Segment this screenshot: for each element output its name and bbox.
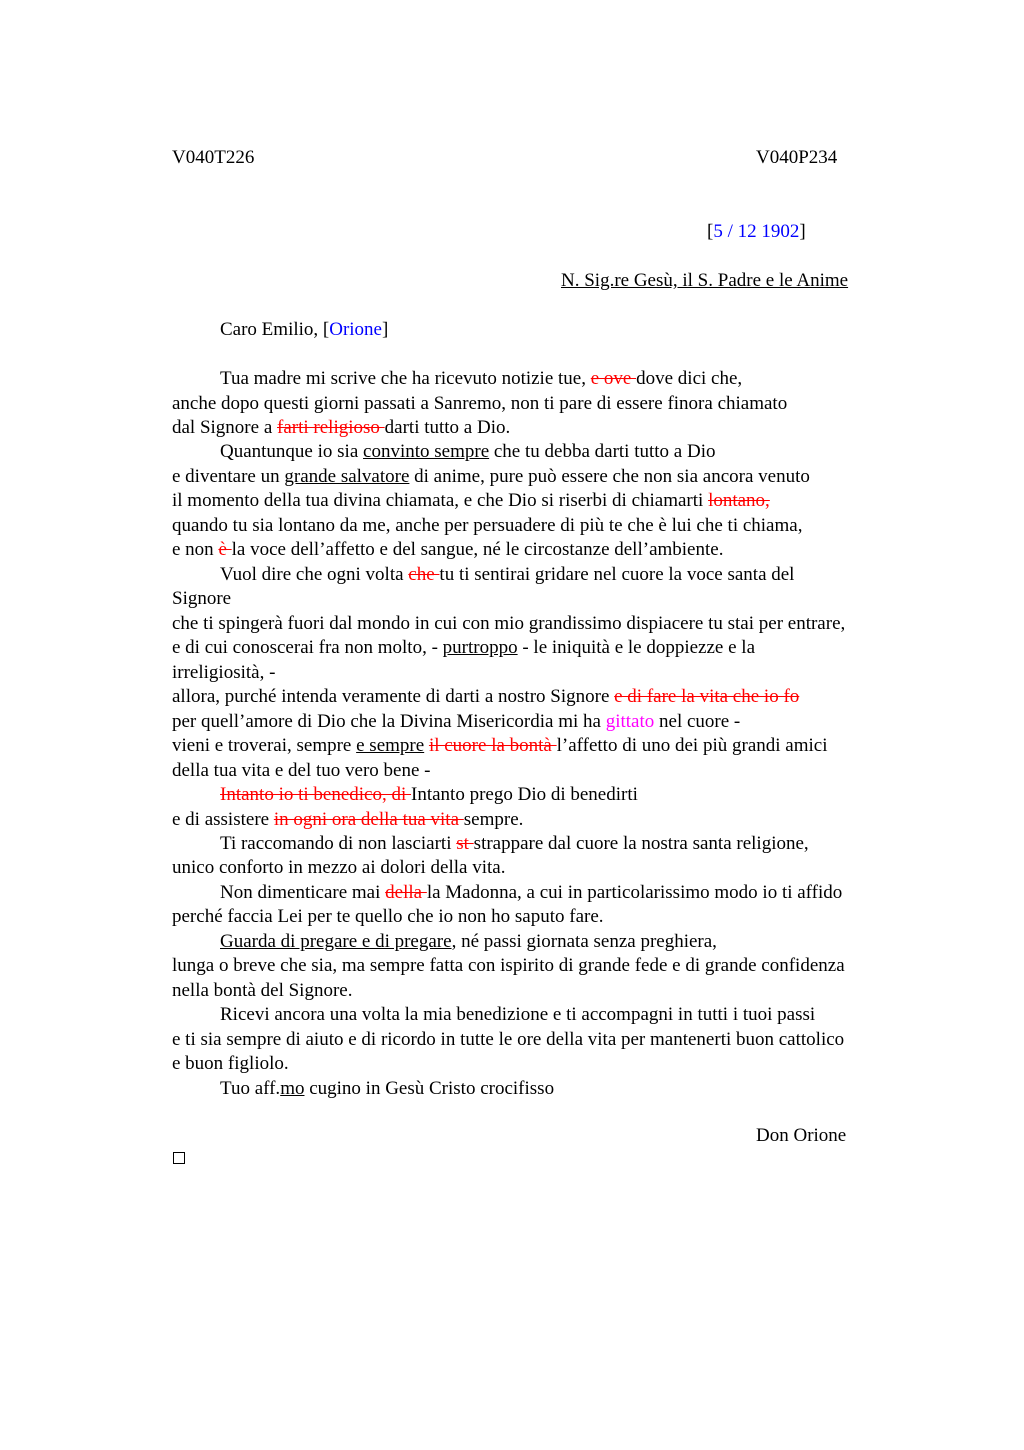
- underlined-text: grande salvatore: [284, 465, 410, 487]
- date-value: 5 / 12 1902: [713, 221, 800, 242]
- text-segment: Signore: [172, 588, 232, 610]
- body-line: [172, 710, 740, 734]
- body-line: [172, 636, 755, 660]
- deleted-text: farti religioso: [277, 416, 385, 438]
- right-code: V040P234: [756, 147, 838, 168]
- body-line: [220, 367, 742, 391]
- body-line: [172, 1052, 289, 1076]
- text-segment: la Madonna, a cui in particolarissimo modo io ti affido: [426, 881, 843, 903]
- body-line: [220, 783, 638, 807]
- text-segment: sempre.: [463, 808, 524, 830]
- left-code: V040T226: [172, 147, 255, 168]
- text-segment: vieni e troverai, sempre: [172, 735, 357, 756]
- body-line: [172, 856, 505, 880]
- text-segment: irreligiosità, -: [172, 661, 276, 683]
- underlined-text: convinto sempre: [363, 441, 490, 463]
- text-segment: e diventare un: [172, 465, 285, 487]
- deleted-text: che: [408, 563, 440, 585]
- text-segment: cugino in Gesù Cristo crocifisso: [304, 1077, 555, 1099]
- body-line: [172, 808, 523, 832]
- salutation-text: Caro Emilio, [: [220, 319, 330, 340]
- text-segment: tu ti sentirai gridare nel cuore la voce santa del: [439, 563, 795, 585]
- text-segment: allora, purché intenda veramente di darti a nostro Signore: [172, 686, 615, 708]
- letter-date: [707, 220, 806, 244]
- body-line: [220, 563, 794, 587]
- text-segment: nel cuore -: [654, 710, 741, 732]
- body-line: [172, 416, 510, 440]
- underlined-text: purtroppo: [442, 637, 518, 659]
- text-segment: darti tutto a Dio.: [384, 416, 511, 438]
- text-segment: per quell’amore di Dio che la Divina Misericordia mi ha: [172, 710, 606, 732]
- dedication: N. Sig.re Gesù, il S. Padre e le Anime: [561, 270, 849, 291]
- body-line: [220, 1003, 815, 1027]
- deleted-text: st: [456, 832, 474, 854]
- body-line: [172, 465, 810, 489]
- body-line: [172, 489, 770, 513]
- deleted-text: Intanto io ti benedico, di: [220, 784, 412, 805]
- text-segment: Quantunque io sia: [220, 441, 364, 463]
- deleted-text: della: [385, 881, 427, 903]
- deleted-text: il cuore la bontà: [428, 735, 557, 756]
- text-segment: Vuol dire che ogni volta: [220, 563, 409, 585]
- text-segment: dove dici che,: [636, 368, 743, 389]
- text-segment: lunga o breve che sia, ma sempre fatta con ispirito di grande fede e di grande confidenza: [172, 955, 845, 977]
- body-line: [172, 538, 723, 562]
- underlined-text: e sempre: [356, 735, 425, 756]
- text-segment: che ti spingerà fuori dal mondo in cui con mio grandissimo dispiacere tu stai per entrare,: [172, 612, 846, 634]
- text-segment: Intanto prego Dio di benedirti: [411, 784, 638, 805]
- text-segment: strappare dal cuore la nostra santa religione,: [473, 832, 809, 854]
- body-line: [172, 905, 604, 929]
- underlined-text: Guarda di pregare e di pregare: [220, 930, 452, 952]
- body-line: [220, 930, 717, 954]
- text-segment: unico conforto in mezzo ai dolori della vita.: [172, 857, 506, 879]
- text-segment: e buon figliolo.: [172, 1053, 289, 1075]
- text-segment: della tua vita e del tuo vero bene -: [172, 759, 431, 781]
- body-line: [172, 1028, 844, 1052]
- text-segment: dal Signore a: [172, 416, 278, 438]
- end-mark: [173, 1152, 185, 1164]
- text-segment: l’affetto di uno dei più grandi amici: [556, 735, 828, 756]
- body-line: [172, 392, 787, 416]
- body-line: [220, 440, 715, 464]
- text-segment: di anime, pure può essere che non sia ancora venuto: [409, 465, 810, 487]
- text-segment: Non dimenticare mai: [220, 881, 386, 903]
- text-segment: - le iniquità e le doppiezze e la: [517, 637, 755, 659]
- text-segment: nella bontà del Signore.: [172, 979, 353, 1001]
- text-segment: Ti raccomando di non lasciarti: [220, 832, 457, 854]
- deleted-text: lontano,: [708, 490, 770, 512]
- text-segment: , né passi giornata senza preghiera,: [451, 930, 717, 952]
- deleted-text: e ove: [590, 368, 637, 389]
- body-line: [220, 881, 842, 905]
- body-line: [172, 759, 431, 783]
- deleted-text: e di fare la vita che io fo: [614, 686, 800, 708]
- text-segment: la voce dell’affetto e del sangue, né le circostanze dell’ambiente.: [231, 539, 724, 561]
- body-line: [220, 1077, 554, 1101]
- text-segment: Ricevi ancora una volta la mia benedizione e ti accompagni in tutti i tuoi passi: [220, 1004, 816, 1026]
- text-segment: Tuo aff.: [220, 1077, 281, 1099]
- text-segment: e ti sia sempre di aiuto e di ricordo in tutte le ore della vita per mantenerti buon cattolico: [172, 1028, 845, 1050]
- body-line: [172, 661, 275, 685]
- text-segment: che tu debba darti tutto a Dio: [489, 441, 716, 463]
- text-segment: e di cui conoscerai fra non molto, -: [172, 637, 443, 659]
- salutation-name: Orione: [329, 319, 382, 340]
- body-line: [172, 954, 845, 978]
- body-line: [172, 979, 352, 1003]
- text-segment: e non: [172, 539, 219, 561]
- body-line: [172, 587, 231, 611]
- deleted-text: in ogni ora della tua vita: [273, 808, 464, 830]
- text-segment: il momento della tua divina chiamata, e che Dio si riserbi di chiamarti: [172, 490, 709, 512]
- salutation: [220, 318, 388, 342]
- variant-text: gittato: [605, 710, 655, 732]
- date-bracket-open: [: [707, 221, 714, 242]
- underlined-text: mo: [280, 1077, 305, 1099]
- signature: Don Orione: [756, 1125, 847, 1146]
- body-line: [172, 734, 827, 758]
- body-line: [220, 832, 809, 856]
- text-segment: e di assistere: [172, 808, 274, 830]
- text-segment: anche dopo questi giorni passati a Sanremo, non ti pare di essere finora chiamato: [172, 392, 788, 414]
- text-segment: quando tu sia lontano da me, anche per persuadere di più te che è lui che ti chiama,: [172, 514, 803, 536]
- deleted-text: è: [218, 539, 232, 561]
- text-segment: Tua madre mi scrive che ha ricevuto notizie tue,: [220, 368, 591, 389]
- body-line: [172, 685, 799, 709]
- body-line: [172, 612, 845, 636]
- body-line: [172, 514, 802, 538]
- date-bracket-close: ]: [799, 221, 806, 242]
- text-segment: perché faccia Lei per te quello che io non ho saputo fare.: [172, 906, 604, 928]
- salutation-close: ]: [382, 319, 389, 340]
